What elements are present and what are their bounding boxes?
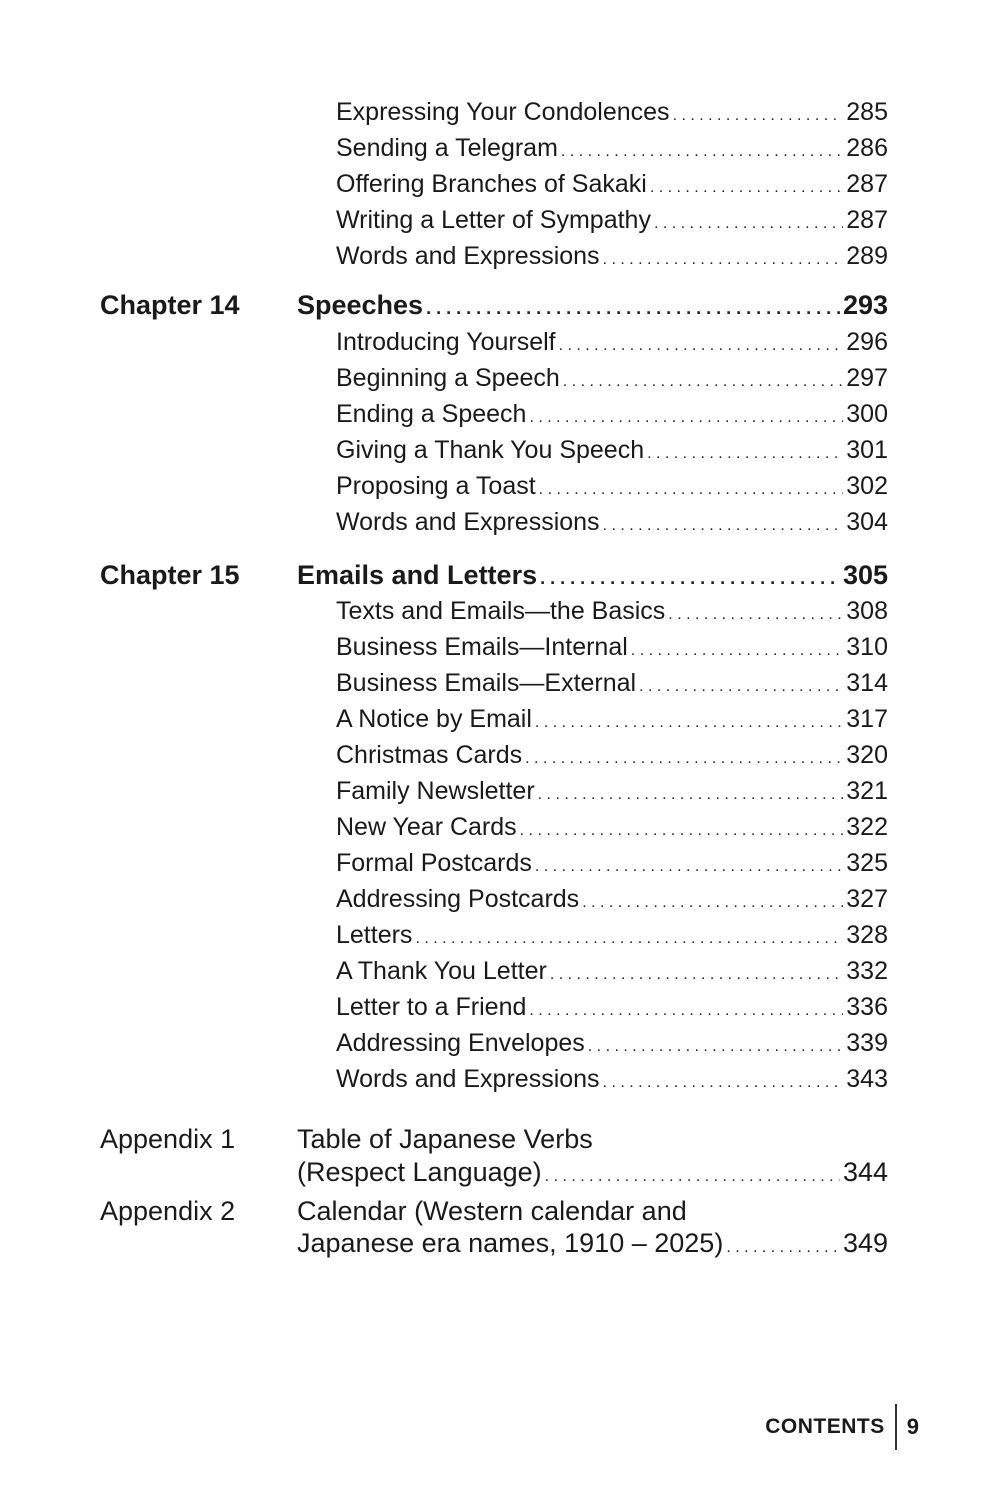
dot-leader: [582, 894, 843, 912]
dot-leader: [561, 143, 843, 161]
toc-entry-page: 321: [846, 777, 888, 805]
toc-entry[interactable]: [336, 436, 888, 465]
toc-entry-title: Family Newsletter: [336, 777, 535, 805]
toc-entry-title: Business Emails—Internal: [336, 633, 628, 661]
dot-leader: [673, 107, 844, 125]
toc-entry-title: Beginning a Speech: [336, 364, 560, 392]
dot-leader: [540, 568, 840, 589]
chapter-14-label: Chapter 14: [100, 290, 240, 320]
dot-leader: [603, 517, 844, 535]
toc-entry-title: Writing a Letter of Sympathy: [336, 206, 651, 234]
toc-entry[interactable]: [336, 705, 888, 734]
toc-entry[interactable]: [336, 98, 888, 127]
toc-entry[interactable]: [336, 957, 888, 986]
toc-entry-page: 301: [846, 436, 888, 464]
toc-entry-page: 304: [846, 508, 888, 536]
toc-entry-page: 310: [846, 633, 888, 661]
toc-entry[interactable]: [336, 669, 888, 698]
toc-entry-page: 328: [846, 921, 888, 949]
toc-entry-page: 339: [846, 1029, 888, 1057]
toc-entry-title: Texts and Emails—the Basics: [336, 597, 666, 625]
dot-leader: [559, 337, 844, 355]
toc-entry-title: Proposing a Toast: [336, 472, 536, 500]
toc-entry[interactable]: [336, 472, 888, 501]
dot-leader: [603, 1074, 844, 1092]
page-number: 9: [906, 1414, 919, 1439]
toc-entry-title: New Year Cards: [336, 813, 517, 841]
toc-entry[interactable]: [336, 170, 888, 199]
toc-entry[interactable]: [336, 364, 888, 393]
appendix-2-entry[interactable]: [297, 1228, 888, 1259]
dot-leader: [525, 750, 843, 768]
toc-entry[interactable]: [336, 813, 888, 842]
toc-entry[interactable]: [336, 206, 888, 235]
toc-entry-title: Words and Expressions: [336, 242, 600, 270]
dot-leader: [639, 678, 843, 696]
toc-entry-title: Offering Branches of Sakaki: [336, 170, 647, 198]
dot-leader: [538, 786, 844, 804]
appendix-2-title-line1[interactable]: Calendar (Western calendar and: [297, 1196, 687, 1226]
toc-entry-title: Words and Expressions: [336, 508, 600, 536]
appendix-1-page: 344: [842, 1157, 888, 1187]
dot-leader: [726, 1239, 840, 1257]
toc-entry-page: 296: [846, 328, 888, 356]
chapter-title: Emails and Letters: [297, 560, 538, 590]
appendix-2-title-line2: Japanese era names, 1910 – 2025): [297, 1228, 724, 1258]
toc-entry-page: 300: [846, 400, 888, 428]
toc-entry-page: 286: [846, 134, 888, 162]
toc-entry-title: Addressing Postcards: [336, 885, 580, 913]
toc-entry-page: 308: [846, 597, 888, 625]
toc-entry[interactable]: [336, 633, 888, 662]
toc-entry-title: Words and Expressions: [336, 1065, 600, 1093]
dot-leader: [415, 930, 843, 948]
toc-entry-page: 343: [846, 1065, 888, 1093]
toc-entry-page: 287: [846, 170, 888, 198]
toc-entry-title: Business Emails—External: [336, 669, 637, 697]
dot-leader: [539, 481, 844, 499]
toc-entry[interactable]: [336, 741, 888, 770]
dot-leader: [588, 1038, 844, 1056]
toc-entry-title: Letters: [336, 921, 413, 949]
page-footer: [765, 1404, 919, 1450]
dot-leader: [668, 606, 843, 624]
toc-entry-page: 289: [846, 242, 888, 270]
toc-entry[interactable]: [336, 849, 888, 878]
toc-entry-title: Formal Postcards: [336, 849, 532, 877]
toc-entry-page: 317: [846, 705, 888, 733]
dot-leader: [426, 298, 840, 319]
toc-entry-title: Introducing Yourself: [336, 328, 556, 356]
appendix-1-label: Appendix 1: [100, 1124, 236, 1154]
dot-leader: [535, 714, 843, 732]
toc-entry[interactable]: [336, 328, 888, 357]
toc-entry-title: Addressing Envelopes: [336, 1029, 585, 1057]
toc-entry-title: Letter to a Friend: [336, 993, 527, 1021]
running-footer-label: CONTENTS: [765, 1404, 897, 1450]
chapter-title: Speeches: [297, 290, 424, 320]
toc-entry-title: Christmas Cards: [336, 741, 523, 769]
dot-leader: [550, 966, 843, 984]
toc-entry-page: 327: [846, 885, 888, 913]
toc-entry-page: 285: [846, 98, 888, 126]
dot-leader: [529, 1002, 843, 1020]
appendix-2-page: 349: [842, 1228, 888, 1258]
toc-entry[interactable]: [336, 885, 888, 914]
toc-entry-page: 297: [846, 364, 888, 392]
toc-entry-page: 314: [846, 669, 888, 697]
toc-entry-title: Ending a Speech: [336, 400, 527, 428]
dot-leader: [563, 373, 843, 391]
toc-entry-page: 302: [846, 472, 888, 500]
toc-entry[interactable]: [336, 508, 888, 537]
toc-entry[interactable]: [336, 993, 888, 1022]
toc-entry[interactable]: [336, 400, 888, 429]
dot-leader: [529, 409, 843, 427]
dot-leader: [654, 215, 843, 233]
toc-entry[interactable]: [336, 777, 888, 806]
dot-leader: [545, 1168, 840, 1186]
toc-entry[interactable]: [336, 1065, 888, 1094]
dot-leader: [650, 179, 843, 197]
toc-entry[interactable]: [336, 921, 888, 950]
toc-entry-page: 320: [846, 741, 888, 769]
chapter-15-label: Chapter 15: [100, 560, 240, 590]
chapter-page: 293: [842, 290, 888, 320]
dot-leader: [631, 642, 843, 660]
dot-leader: [520, 822, 844, 840]
dot-leader: [603, 251, 844, 269]
toc-entry-page: 287: [846, 206, 888, 234]
toc-entry-page: 332: [846, 957, 888, 985]
chapter-14-title-entry[interactable]: [297, 290, 888, 321]
toc-entry[interactable]: [336, 597, 888, 626]
toc-entry[interactable]: [336, 1029, 888, 1058]
appendix-1-title-line1[interactable]: Table of Japanese Verbs: [297, 1124, 593, 1154]
toc-entry-title: Giving a Thank You Speech: [336, 436, 645, 464]
toc-entry-page: 322: [846, 813, 888, 841]
chapter-page: 305: [842, 560, 888, 590]
toc-entry-title: A Thank You Letter: [336, 957, 547, 985]
toc-entry-title: Sending a Telegram: [336, 134, 558, 162]
toc-entry-page: 336: [846, 993, 888, 1021]
chapter-15-title-entry[interactable]: [297, 560, 888, 591]
toc-entry[interactable]: [336, 242, 888, 271]
dot-leader: [647, 445, 843, 463]
toc-entry[interactable]: [336, 134, 888, 163]
toc-entry-title: Expressing Your Condolences: [336, 98, 670, 126]
appendix-1-title-line2: (Respect Language): [297, 1157, 542, 1187]
appendix-1-entry[interactable]: [297, 1157, 888, 1188]
toc-entry-page: 325: [846, 849, 888, 877]
dot-leader: [535, 858, 843, 876]
appendix-2-label: Appendix 2: [100, 1196, 236, 1226]
toc-entry-title: A Notice by Email: [336, 705, 532, 733]
